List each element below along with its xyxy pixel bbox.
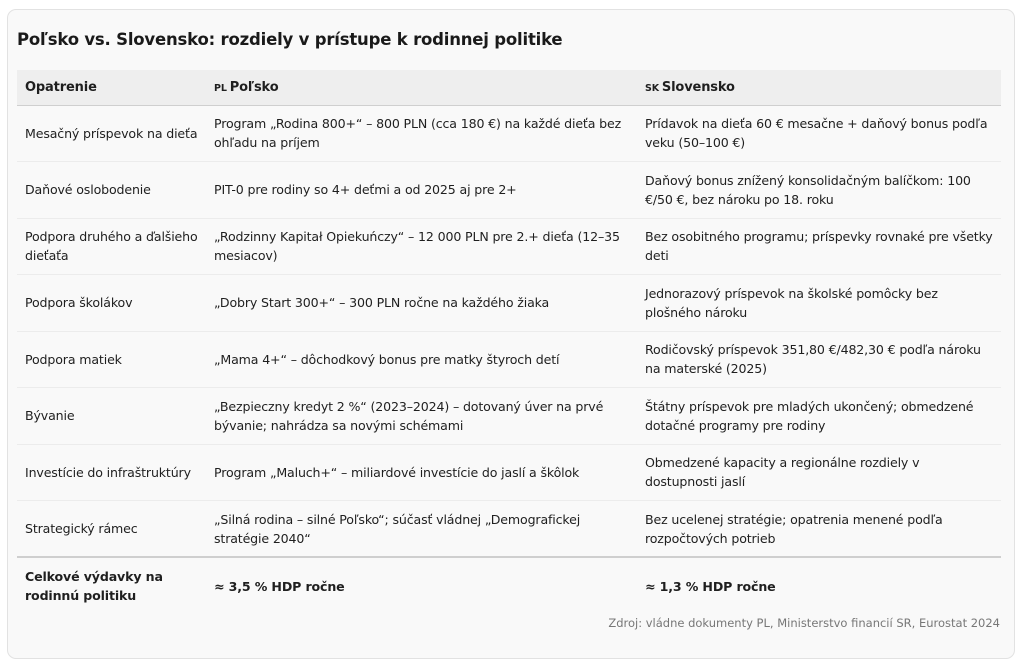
cell-slovakia: Prídavok na dieťa 60 € mesačne + daňový bonus podľa veku (50–100 €) [637,105,1001,162]
header-poland [206,70,637,105]
cell-slovakia: Rodičovský príspevok 351,80 €/482,30 € podľa nároku na materské (2025) [637,331,1001,388]
cell-poland: „Silná rodina – silné Poľsko“; súčasť vládnej „Demografickej stratégie 2040“ [206,501,637,558]
cell-measure: Mesačný príspevok na dieťa [17,105,206,162]
cell-slovakia: Bez ucelenej stratégie; opatrenia menené podľa rozpočtových potrieb [637,501,1001,558]
table-row [17,162,1001,219]
cell-slovakia: Jednorazový príspevok na školské pomôcky bez plošného nároku [637,275,1001,332]
table-row [17,218,1001,275]
cell-measure: Investície do infraštruktúry [17,444,206,501]
source-note: Zdroj: vládne dokumenty PL, Ministerstvo financií SR, Eurostat 2024 [608,616,1000,630]
header-slovakia [637,70,1001,105]
cell-slovakia: Bez osobitného programu; príspevky rovnaké pre všetky deti [637,218,1001,275]
cell-measure: Bývanie [17,388,206,445]
cell-measure: Podpora školákov [17,275,206,332]
cell-measure: Podpora matiek [17,331,206,388]
table-row [17,275,1001,332]
comparison-card [7,9,1015,659]
table-row [17,444,1001,501]
cell-measure: Daňové oslobodenie [17,162,206,219]
table-row [17,388,1001,445]
cell-poland: Program „Maluch+“ – miliardové investície do jaslí a škôlok [206,444,637,501]
header-poland-label: Poľsko [229,79,279,95]
total-slovakia: ≈ 1,3 % HDP ročne [645,578,776,594]
table-row [17,331,1001,388]
cell-poland: „Rodzinny Kapitał Opiekuńczy“ – 12 000 PLN pre 2.+ dieťa (12–35 mesiacov) [206,218,637,275]
cell-slovakia: Daňový bonus znížený konsolidačným balíčkom: 100 €/50 €, bez nároku po 18. roku [637,162,1001,219]
header-slovakia-label: Slovensko [661,79,735,95]
header-measure: Opatrenie [17,70,206,105]
cell-poland: „Mama 4+“ – dôchodkový bonus pre matky štyroch detí [206,331,637,388]
cell-poland: „Bezpieczny kredyt 2 %“ (2023–2024) – dotovaný úver na prvé bývanie; nahrádza sa novými schémami [206,388,637,445]
page-title: Poľsko vs. Slovensko: rozdiely v prístupe k rodinnej politike [17,30,563,49]
cell-measure: Strategický rámec [17,501,206,558]
total-row [17,557,1001,614]
comparison-table [17,70,1001,614]
cell-poland: PIT-0 pre rodiny so 4+ deťmi a od 2025 aj pre 2+ [206,162,637,219]
table-row [17,501,1001,558]
cell-slovakia: Obmedzené kapacity a regionálne rozdiely v dostupnosti jaslí [637,444,1001,501]
poland-flag-icon: PL [214,82,227,94]
total-poland: ≈ 3,5 % HDP ročne [214,578,345,594]
total-measure: Celkové výdavky na rodinnú politiku [25,569,163,603]
cell-poland: Program „Rodina 800+“ – 800 PLN (cca 180 €) na každé dieťa bez ohľadu na príjem [206,105,637,162]
slovakia-flag-icon: SK [645,82,659,94]
cell-slovakia: Štátny príspevok pre mladých ukončený; obmedzené dotačné programy pre rodiny [637,388,1001,445]
table-row [17,105,1001,162]
table-header-row [17,70,1001,105]
cell-measure: Podpora druhého a ďalšieho dieťaťa [17,218,206,275]
cell-poland: „Dobry Start 300+“ – 300 PLN ročne na každého žiaka [206,275,637,332]
